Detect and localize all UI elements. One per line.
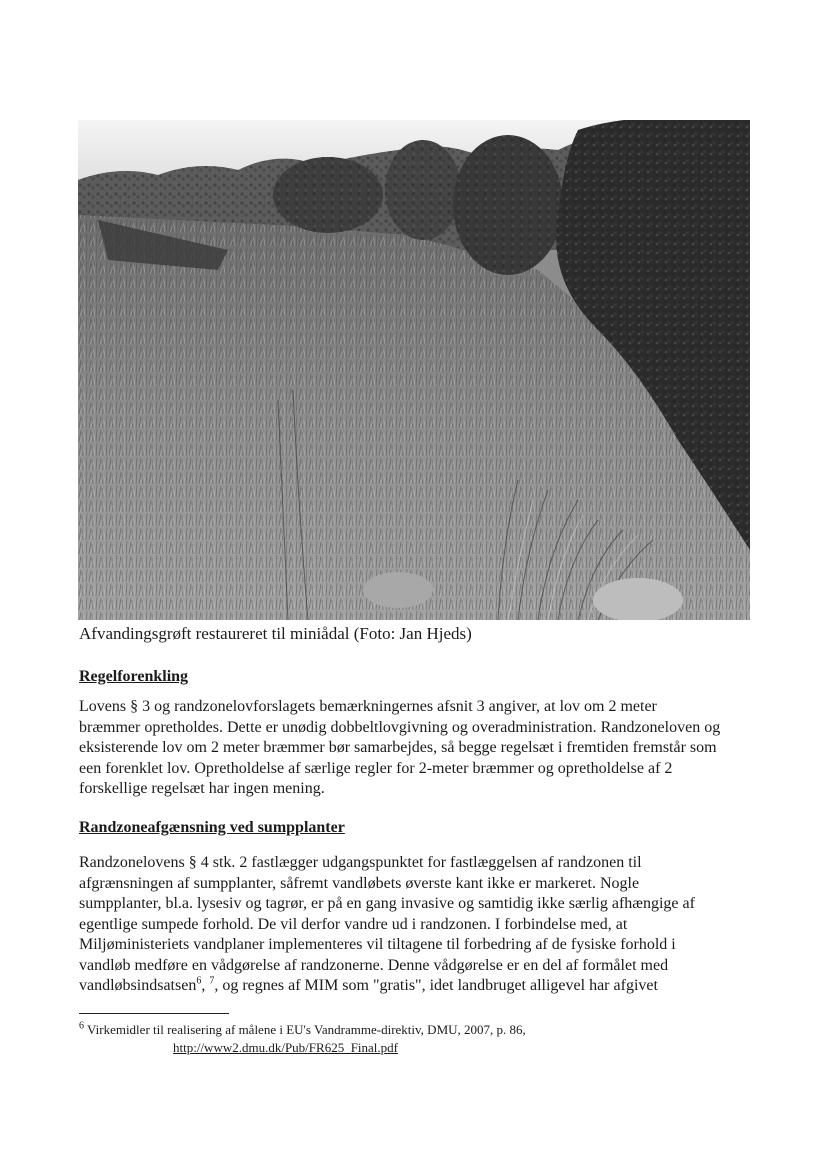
paragraph-line: een forenklet lov. Opretholdelse af særlige regler for 2-meter bræmmer og opretholdelse af 2 [79, 759, 673, 777]
footnote-text-line [79, 1021, 526, 1039]
paragraph-line-with-footnote-refs [79, 976, 759, 997]
footnote-link[interactable]: http://www2.dmu.dk/Pub/FR625_Final.pdf [173, 1040, 398, 1055]
paragraph-line: Lovens § 3 og randzonelovforslagets bemærkningernes afsnit 3 angiver, at lov om 2 meter [79, 698, 657, 715]
paragraph-line: eksisterende lov om 2 meter bræmmer bør samarbejdes, så begge regelsæt i fremtiden fremstår som [79, 739, 717, 756]
paragraph-line: egentlige sumpede forhold. De vil derfor vandre ud i randzonen. I forbindelse med, at [79, 915, 628, 933]
line-text: vandløbsindsatsen [79, 977, 197, 994]
photo-caption: Afvandingsgrøft restaureret til miniådal (Foto: Jan Hjeds) [79, 624, 472, 643]
footnote-number: 6 [79, 1020, 84, 1032]
footnote-ref-6[interactable]: 6 [196, 975, 202, 987]
paragraph-line: afgrænsningen af sumpplanter, såfremt vandløbets øverste kant ikke er markeret. Nogle [79, 874, 640, 892]
paragraph-randzoneafgaensning [79, 853, 759, 997]
footnote-ref-7[interactable]: 7 [209, 975, 215, 987]
section-heading-randzoneafgaensning: Randzoneafgænsning ved sumpplanter [79, 819, 345, 836]
footnote-separator [79, 1013, 229, 1014]
landscape-photo [78, 120, 750, 620]
section-heading-regelforenkling: Regelforenkling [79, 668, 189, 685]
paragraph-regelforenkling [79, 697, 759, 800]
paragraph-line: forskellige regelsæt har ingen mening. [79, 780, 325, 797]
paragraph-line: vandløb medføre en vådgørelse af randzonerne. Denne vådgørelse er en del af formålet med [79, 956, 669, 974]
line-text: , [201, 977, 210, 994]
line-text: , og regnes af MIM som "gratis", idet landbruget alligevel har afgivet [214, 977, 658, 994]
paragraph-line: sumpplanter, bl.a. lysesiv og tagrør, er på en gang invasive og samtidig ikke særlig afhængige af [79, 895, 695, 912]
paragraph-line: bræmmer opretholdes. Dette er unødig dobbeltlovgivning og overadministration. Randzoneloven og [79, 718, 721, 736]
paragraph-line: Randzonelovens § 4 stk. 2 fastlægger udgangspunktet for fastlæggelsen af randzonen til [79, 854, 642, 871]
landscape-photo-illustration [78, 120, 750, 620]
footnote-6 [79, 1021, 526, 1057]
paragraph-line: Miljøministeriets vandplaner implementeres vil tiltagene til forbedring af de fysiske forhold i [79, 936, 676, 953]
footnote-text: Virkemidler til realisering af målene i EU's Vandramme-direktiv, DMU, 2007, p. 86, [84, 1022, 526, 1037]
